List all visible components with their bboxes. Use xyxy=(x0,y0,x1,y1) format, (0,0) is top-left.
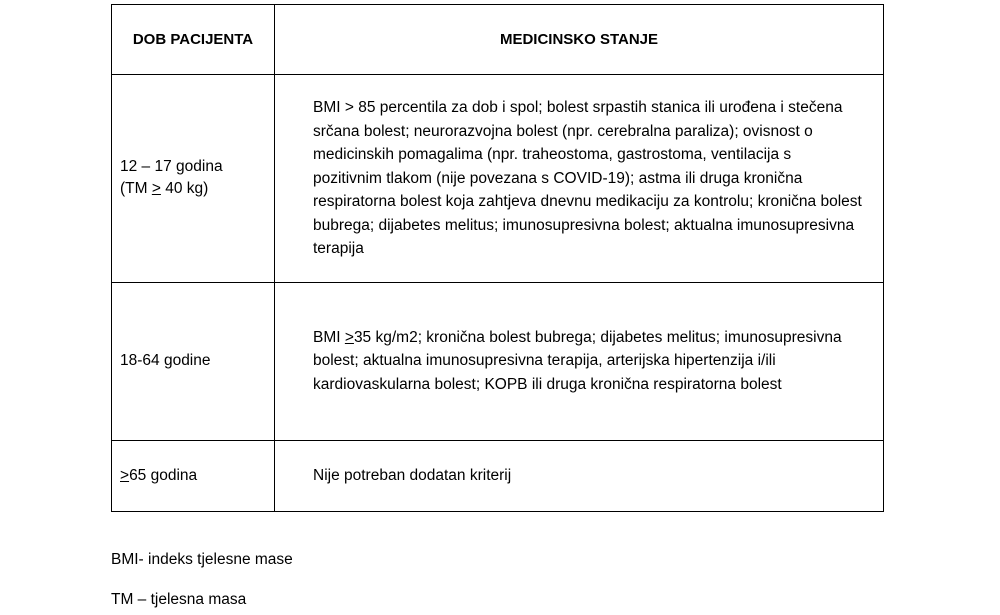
age-line-2-suffix: 40 kg) xyxy=(160,180,209,198)
table-row xyxy=(112,282,884,440)
age-cell xyxy=(112,440,275,511)
table-header-row xyxy=(112,5,884,75)
table-row xyxy=(112,440,884,511)
greater-equal-symbol: > xyxy=(151,180,161,198)
age-line-2-prefix: (TM xyxy=(120,180,152,198)
condition-cell: BMI > 85 percentila za dob i spol; bolest srpastih stanica ili urođena i stečena srčana bolest; neurorazvojna bolest (npr. cerebralna paraliza); ovisnost o medicinskih pomagalima (npr. traheostoma, gastrostoma, ventilacija s pozitivnim tlakom (nije povezana s COVID-19); astma ili druga kronična respiratorna bolest koja zahtjeva dnevnu medikaciju za kontrolu; kronična bolest bubrega; dijabetes melitus; imunosupresivna bolest; aktualna imunosupresivna terapija xyxy=(275,75,884,282)
footnote-bmi: BMI- indeks tjelesne mase xyxy=(111,551,293,568)
condition-prefix: BMI xyxy=(313,328,345,346)
age-line-1: 12 – 17 godina xyxy=(120,158,223,176)
header-condition: MEDICINSKO STANJE xyxy=(275,5,884,75)
table-row xyxy=(112,75,884,282)
age-cell xyxy=(112,75,275,282)
condition-suffix: 35 kg/m2; kronična bolest bubrega; dijabetes melitus; imunosupresivna bolest; aktualna imunosupresivna terapija, arterijska hipertenzija i/ili kardiovaskularna bolest; KOPB ili druga kronična respiratorna bolest xyxy=(313,328,842,393)
greater-equal-symbol: > xyxy=(344,328,354,346)
condition-cell: Nije potreban dodatan kriterij xyxy=(275,440,884,511)
header-age: DOB PACIJENTA xyxy=(112,5,275,75)
condition-cell xyxy=(275,282,884,440)
age-cell: 18-64 godine xyxy=(112,282,275,440)
greater-equal-symbol: > xyxy=(120,466,130,484)
criteria-table xyxy=(111,4,884,512)
age-suffix: 65 godina xyxy=(129,466,198,484)
footnote-tm: TM – tjelesna masa xyxy=(111,591,247,608)
